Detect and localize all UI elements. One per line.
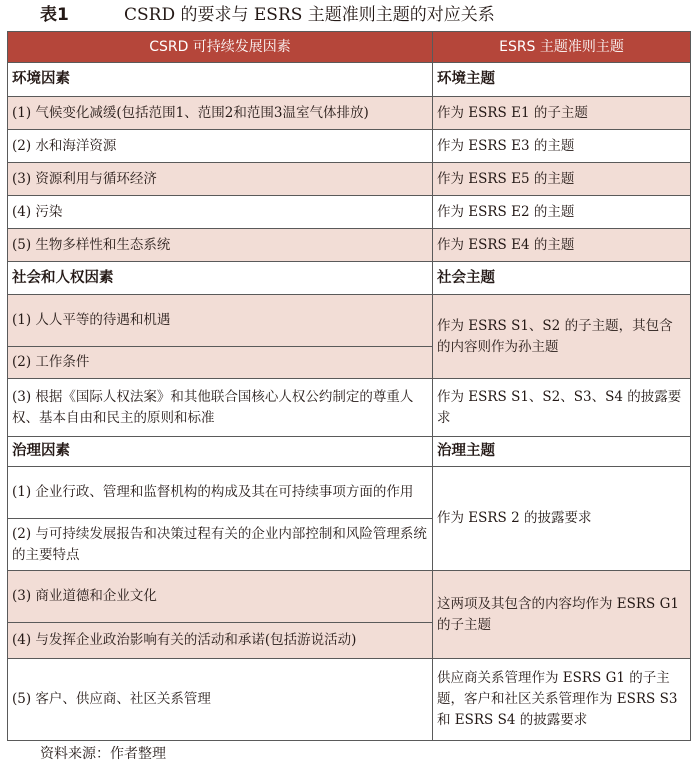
- topic-cell: 作为 ESRS S1、S2、S3、S4 的披露要求: [433, 379, 691, 437]
- factor-cell: (4) 污染: [8, 196, 433, 229]
- source-note: 资料来源：作者整理: [40, 746, 166, 762]
- section-row-environment: [8, 63, 691, 97]
- correspondence-table: [7, 31, 691, 741]
- topic-cell: 作为 ESRS E2 的主题: [433, 196, 691, 229]
- factor-cell: (1) 企业行政、管理和监督机构的构成及其在可持续事项方面的作用: [8, 467, 433, 519]
- factor-cell: (1) 气候变化减缓(包括范围1、范围2和范围3温室气体排放): [8, 97, 433, 130]
- section-factor: 环境因素: [8, 63, 433, 97]
- table-row: [8, 379, 691, 437]
- table-title: CSRD 的要求与 ESRS 主题准则主题的对应关系: [124, 5, 495, 25]
- topic-cell: 作为 ESRS E1 的子主题: [433, 97, 691, 130]
- header-row: [8, 32, 691, 63]
- topic-cell: 作为 ESRS E5 的主题: [433, 163, 691, 196]
- factor-cell: (2) 水和海洋资源: [8, 130, 433, 163]
- merged-topic-cell: 这两项及其包含的内容均作为 ESRS G1 的子主题: [433, 571, 691, 659]
- factor-cell: (5) 客户、供应商、社区关系管理: [8, 659, 433, 741]
- section-row-governance: [8, 437, 691, 467]
- table-row: [8, 196, 691, 229]
- topic-cell: 供应商关系管理作为 ESRS G1 的子主题，客户和社区关系管理作为 ESRS S3 和 ESRS S4 的披露要求: [433, 659, 691, 741]
- factor-cell: (3) 资源利用与循环经济: [8, 163, 433, 196]
- table-row: [8, 163, 691, 196]
- factor-cell: (4) 与发挥企业政治影响有关的活动和承诺(包括游说活动): [8, 623, 433, 659]
- table-row: [8, 229, 691, 262]
- section-factor: 治理因素: [8, 437, 433, 467]
- section-factor: 社会和人权因素: [8, 262, 433, 295]
- section-row-social: [8, 262, 691, 295]
- header-esrs-topics: ESRS 主题准则主题: [433, 32, 691, 63]
- section-topic: 社会主题: [433, 262, 691, 295]
- factor-cell: (1) 人人平等的待遇和机遇: [8, 295, 433, 347]
- table-number: 表1: [40, 5, 69, 25]
- merged-topic-cell: 作为 ESRS S1、S2 的子主题，其包含的内容则作为孙主题: [433, 295, 691, 379]
- table-row: [8, 295, 691, 347]
- merged-topic-cell: 作为 ESRS 2 的披露要求: [433, 467, 691, 571]
- topic-cell: 作为 ESRS E4 的主题: [433, 229, 691, 262]
- topic-cell: 作为 ESRS E3 的主题: [433, 130, 691, 163]
- factor-cell: (5) 生物多样性和生态系统: [8, 229, 433, 262]
- factor-cell: (2) 与可持续发展报告和决策过程有关的企业内部控制和风险管理系统的主要特点: [8, 519, 433, 571]
- factor-cell: (3) 商业道德和企业文化: [8, 571, 433, 623]
- table-row: [8, 659, 691, 741]
- header-csrd-factors: CSRD 可持续发展因素: [8, 32, 433, 63]
- section-topic: 治理主题: [433, 437, 691, 467]
- table-caption: [10, 2, 690, 28]
- factor-cell: (2) 工作条件: [8, 347, 433, 379]
- table-row: [8, 571, 691, 623]
- section-topic: 环境主题: [433, 63, 691, 97]
- table-row: [8, 130, 691, 163]
- factor-cell: (3) 根据《国际人权法案》和其他联合国核心人权公约制定的尊重人权、基本自由和民主的原则和标准: [8, 379, 433, 437]
- table-row: [8, 467, 691, 519]
- table-row: [8, 97, 691, 130]
